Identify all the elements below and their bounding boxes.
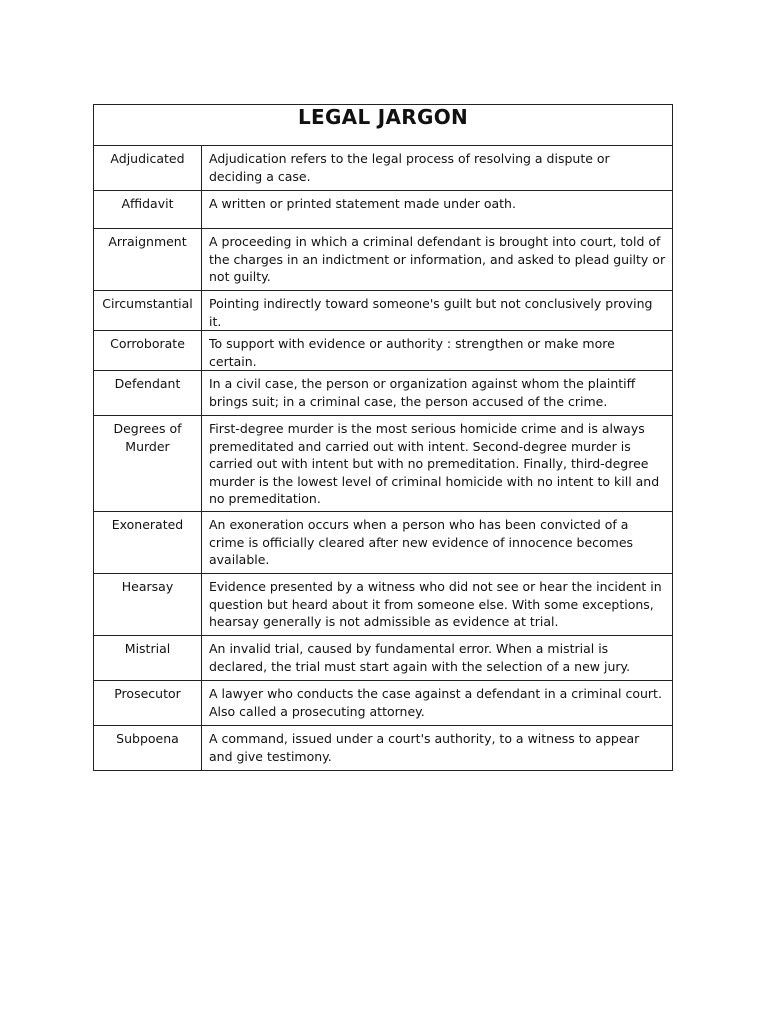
glossary-sheet [93, 104, 672, 771]
term-cell: Adjudicated [94, 146, 202, 191]
table-row [94, 726, 673, 771]
term-cell: Affidavit [94, 191, 202, 229]
definition-cell: A proceeding in which a criminal defendant is brought into court, told of the charges in an indictment or information, and asked to plead guilty or not guilty. [202, 229, 673, 291]
table-row [94, 636, 673, 681]
term-cell: Circumstantial [94, 291, 202, 331]
definition-cell: An exoneration occurs when a person who has been convicted of a crime is officially cleared after new evidence of innocence becomes available. [202, 512, 673, 574]
term-cell: Exonerated [94, 512, 202, 574]
table-row [94, 291, 673, 331]
table-row [94, 574, 673, 636]
table-row [94, 371, 673, 416]
term-cell: Degrees of Murder [94, 416, 202, 512]
definition-cell: In a civil case, the person or organization against whom the plaintiff brings suit; in a criminal case, the person accused of the crime. [202, 371, 673, 416]
definition-cell: A written or printed statement made under oath. [202, 191, 673, 229]
definition-cell: Adjudication refers to the legal process of resolving a dispute or deciding a case. [202, 146, 673, 191]
definition-cell: A command, issued under a court's authority, to a witness to appear and give testimony. [202, 726, 673, 771]
table-row [94, 191, 673, 229]
definition-cell: First-degree murder is the most serious homicide crime and is always premeditated and carried out with intent. Second-degree murder is carried out with intent but with no premeditation. Finally, third-degree murder is the lowest level of criminal homicide with no intent to kill and no premeditation. [202, 416, 673, 512]
term-cell: Prosecutor [94, 681, 202, 726]
term-cell: Defendant [94, 371, 202, 416]
table-row [94, 416, 673, 512]
term-cell: Arraignment [94, 229, 202, 291]
table-title-row [94, 105, 673, 146]
table-row [94, 229, 673, 291]
table-title: LEGAL JARGON [94, 105, 673, 146]
term-cell: Corroborate [94, 331, 202, 371]
term-cell: Mistrial [94, 636, 202, 681]
table-row [94, 681, 673, 726]
definition-cell: To support with evidence or authority : strengthen or make more certain. [202, 331, 673, 371]
table-row [94, 146, 673, 191]
definition-cell: Pointing indirectly toward someone's guilt but not conclusively proving it. [202, 291, 673, 331]
term-cell: Hearsay [94, 574, 202, 636]
definition-cell: Evidence presented by a witness who did not see or hear the incident in question but heard about it from someone else. With some exceptions, hearsay generally is not admissible as evidence at trial. [202, 574, 673, 636]
table-row [94, 512, 673, 574]
definition-cell: A lawyer who conducts the case against a defendant in a criminal court. Also called a prosecuting attorney. [202, 681, 673, 726]
term-cell: Subpoena [94, 726, 202, 771]
legal-jargon-table [93, 104, 673, 771]
definition-cell: An invalid trial, caused by fundamental error. When a mistrial is declared, the trial must start again with the selection of a new jury. [202, 636, 673, 681]
table-row [94, 331, 673, 371]
